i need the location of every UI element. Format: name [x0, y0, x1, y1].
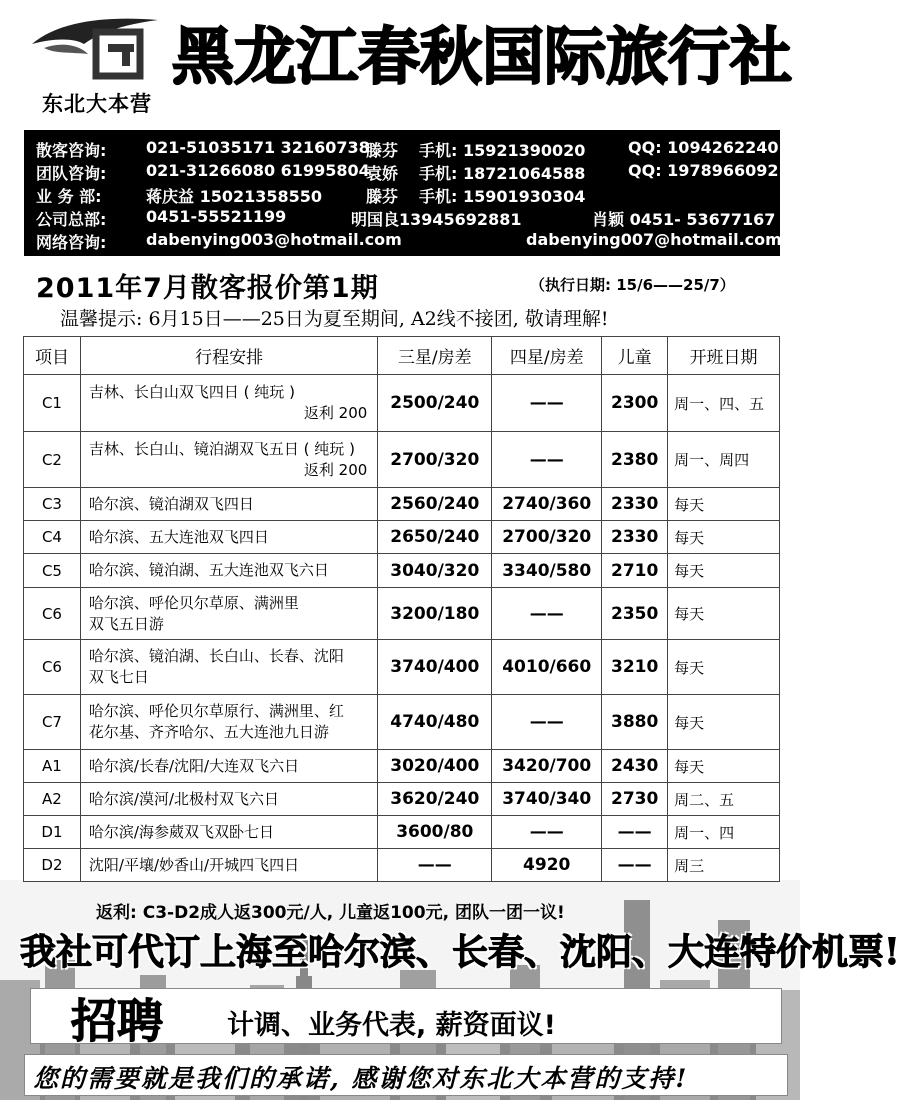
contact-mobile: 手机: 15901930304 [419, 187, 586, 206]
route-desc [80, 588, 377, 640]
contact-row-group [36, 161, 779, 184]
table-row [24, 554, 780, 588]
contact-mobile: 手机: 18721064588 [419, 164, 586, 183]
route-desc: 沈阳/平壤/妙香山/开城四飞四日 [80, 849, 377, 882]
child-price: 2380 [602, 432, 668, 488]
contact-extra: 肖颖 0451- 53677167 [592, 210, 776, 229]
column-header: 行程安排 [80, 337, 377, 375]
four-star-price: —— [492, 432, 602, 488]
contact-row-retail [36, 138, 779, 161]
contact-email: dabenying007@hotmail.com [526, 230, 782, 249]
route-code: C1 [24, 375, 81, 432]
schedule: 每天 [668, 588, 780, 640]
logo-text: 东北大本营 [42, 92, 152, 116]
table-row [24, 695, 780, 750]
contact-row-business [36, 184, 770, 207]
contact-name: 滕芬 [366, 187, 399, 206]
recruit-title: 招聘 [71, 994, 163, 1048]
four-star-price: 4920 [492, 849, 602, 882]
contact-phones: 0451-55521199 [146, 207, 287, 226]
child-price: 2350 [602, 588, 668, 640]
four-star-price: —— [492, 588, 602, 640]
three-star-price: 3740/400 [378, 640, 492, 695]
contact-qq: QQ: 1978966092 [628, 161, 779, 180]
three-star-price: 3600/80 [378, 816, 492, 849]
schedule: 每天 [668, 488, 780, 521]
four-star-price: 3340/580 [492, 554, 602, 588]
route-text: 哈尔滨、镜泊湖、长白山、长春、沈阳 [88, 647, 344, 665]
table-row [24, 640, 780, 695]
column-header: 三星/房差 [378, 337, 492, 375]
route-text: 吉林、长白山、镜泊湖双飞五日 ( 纯玩 ) [88, 439, 355, 458]
table-header-row [24, 337, 780, 375]
route-code: C5 [24, 554, 81, 588]
contact-row-hq [36, 207, 776, 230]
contact-email: dabenying003@hotmail.com [146, 230, 402, 249]
route-code: C4 [24, 521, 81, 554]
route-code: A2 [24, 783, 81, 816]
table-row [24, 588, 780, 640]
child-price: 2300 [602, 375, 668, 432]
route-code: C6 [24, 588, 81, 640]
four-star-price: 2700/320 [492, 521, 602, 554]
route-desc [80, 695, 377, 750]
swallow-logo-icon [30, 14, 164, 86]
table-row [24, 750, 780, 783]
issue-title: 2011年7月散客报价第1期 [36, 273, 379, 304]
table-row [24, 432, 780, 488]
route-code: A1 [24, 750, 81, 783]
schedule: 每天 [668, 695, 780, 750]
route-code: C7 [24, 695, 81, 750]
rebate-note: 返利: C3-D2成人返300元/人, 儿童返100元, 团队一团一议! [96, 903, 565, 923]
column-header: 项目 [24, 337, 81, 375]
route-desc: 哈尔滨/长春/沈阳/大连双飞六日 [80, 750, 377, 783]
route-text: 吉林、长白山双飞四日 ( 纯玩 ) [88, 383, 295, 401]
contact-label: 公司总部: [36, 210, 107, 229]
recruitment-panel [30, 988, 782, 1048]
route-desc: 哈尔滨、镜泊湖双飞四日 [80, 488, 377, 521]
route-desc [80, 375, 377, 432]
contact-mobile: 手机: 15921390020 [419, 141, 586, 160]
contact-label: 散客咨询: [36, 141, 107, 160]
route-code: D1 [24, 816, 81, 849]
price-table [23, 336, 780, 882]
agency-brand-title: 黑龙江春秋国际旅行社 [172, 20, 793, 93]
route-text: 哈尔滨、呼伦贝尔草原行、满洲里、红 [88, 702, 344, 720]
logo [22, 14, 172, 124]
child-price: 3880 [602, 695, 668, 750]
contact-name: 滕芬 [366, 141, 399, 160]
route-rebate: 返利 200 [303, 460, 368, 479]
four-star-price: —— [492, 695, 602, 750]
route-code: D2 [24, 849, 81, 882]
recruit-jobs: 计调、业务代表, 薪资面议! [227, 1010, 556, 1041]
four-star-price: 3740/340 [492, 783, 602, 816]
three-star-price: 3040/320 [378, 554, 492, 588]
three-star-price: 3620/240 [378, 783, 492, 816]
three-star-price: 3020/400 [378, 750, 492, 783]
child-price: —— [602, 849, 668, 882]
three-star-price: 2700/320 [378, 432, 492, 488]
contact-phones: 021-51035171 32160738 [146, 138, 370, 157]
route-desc [80, 640, 377, 695]
schedule: 周二、五 [668, 783, 780, 816]
child-price: 2330 [602, 488, 668, 521]
child-price: 3210 [602, 640, 668, 695]
table-row [24, 375, 780, 432]
route-desc: 哈尔滨、五大连池双飞四日 [80, 521, 377, 554]
child-price: —— [602, 816, 668, 849]
schedule: 每天 [668, 521, 780, 554]
route-desc: 哈尔滨/漠河/北极村双飞六日 [80, 783, 377, 816]
route-rebate: 返利 200 [303, 404, 368, 422]
schedule: 周三 [668, 849, 780, 882]
table-row [24, 849, 780, 882]
schedule: 每天 [668, 640, 780, 695]
column-header: 开班日期 [668, 337, 780, 375]
contact-phones: 蒋庆益 15021358550 [146, 187, 323, 206]
schedule: 周一、四、五 [668, 375, 780, 432]
child-price: 2330 [602, 521, 668, 554]
route-desc: 哈尔滨/海参葳双飞双卧七日 [80, 816, 377, 849]
route-text: 花尔基、齐齐哈尔、五大连池九日游 [88, 723, 329, 741]
table-row [24, 521, 780, 554]
contact-name: 袁娇 [366, 164, 399, 183]
four-star-price: 4010/660 [492, 640, 602, 695]
four-star-price: —— [492, 375, 602, 432]
three-star-price: 4740/480 [378, 695, 492, 750]
route-text: 哈尔滨、呼伦贝尔草原、满洲里 [88, 593, 299, 612]
three-star-price: 3200/180 [378, 588, 492, 640]
schedule: 每天 [668, 554, 780, 588]
notice-tip: 温馨提示: 6月15日——25日为夏至期间, A2线不接团, 敬请理解! [60, 308, 609, 330]
table-row [24, 816, 780, 849]
contact-qq: QQ: 1094262240 [628, 138, 779, 157]
ticket-service-banner: 我社可代订上海至哈尔滨、长春、沈阳、大连特价机票! [20, 931, 900, 973]
contact-label: 团队咨询: [36, 164, 107, 183]
schedule: 周一、四 [668, 816, 780, 849]
three-star-price: 2500/240 [378, 375, 492, 432]
table-row [24, 488, 780, 521]
child-price: 2730 [602, 783, 668, 816]
route-desc: 哈尔滨、镜泊湖、五大连池双飞六日 [80, 554, 377, 588]
slogan-text: 您的需要就是我们的承诺, 感谢您对东北大本营的支持! [33, 1064, 689, 1093]
schedule: 每天 [668, 750, 780, 783]
schedule: 周一、周四 [668, 432, 780, 488]
route-text: 双飞七日 [88, 668, 149, 686]
route-code: C6 [24, 640, 81, 695]
contact-name: 明国良13945692881 [351, 210, 522, 229]
child-price: 2430 [602, 750, 668, 783]
contact-label: 网络咨询: [36, 233, 107, 252]
table-row [24, 783, 780, 816]
route-desc [80, 432, 377, 488]
four-star-price: 2740/360 [492, 488, 602, 521]
route-code: C3 [24, 488, 81, 521]
four-star-price: —— [492, 816, 602, 849]
column-header: 四星/房差 [492, 337, 602, 375]
three-star-price: —— [378, 849, 492, 882]
four-star-price: 3420/700 [492, 750, 602, 783]
execution-date: （执行日期: 15/6——25/7） [530, 276, 735, 294]
header [0, 0, 800, 126]
contact-row-online [36, 230, 782, 253]
slogan-panel [24, 1054, 788, 1096]
three-star-price: 2650/240 [378, 521, 492, 554]
contact-panel [24, 130, 780, 256]
contact-label: 业 务 部: [36, 187, 102, 206]
route-text: 双飞五日游 [88, 614, 164, 633]
contact-phones: 021-31266080 61995804 [146, 161, 370, 180]
three-star-price: 2560/240 [378, 488, 492, 521]
route-code: C2 [24, 432, 81, 488]
child-price: 2710 [602, 554, 668, 588]
column-header: 儿童 [602, 337, 668, 375]
